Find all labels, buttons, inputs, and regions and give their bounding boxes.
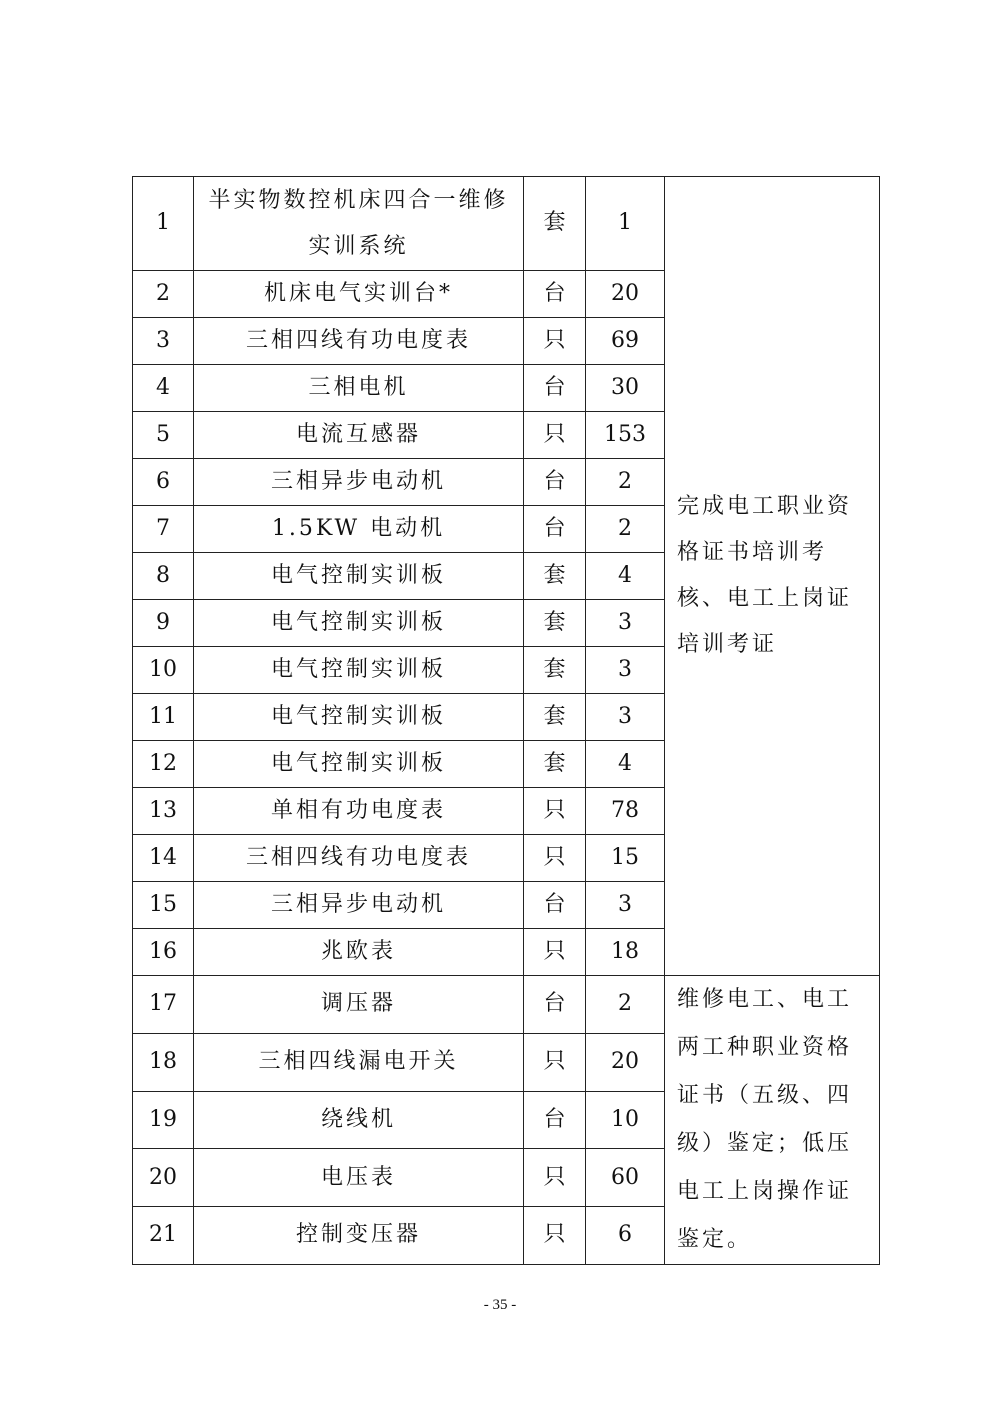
item-name: 1.5KW 电动机 <box>194 506 524 553</box>
item-quantity: 15 <box>586 835 665 882</box>
item-quantity: 3 <box>586 882 665 929</box>
row-number: 6 <box>133 459 194 506</box>
item-unit: 台 <box>524 1091 586 1149</box>
item-unit: 只 <box>524 835 586 882</box>
remark-text: 维修电工、电工两工种职业资格证书（五级、四级）鉴定；低压电工上岗操作证鉴定。 <box>677 987 853 1252</box>
item-quantity: 4 <box>586 741 665 788</box>
item-unit: 套 <box>524 647 586 694</box>
item-name: 兆欧表 <box>194 929 524 976</box>
item-unit: 台 <box>524 459 586 506</box>
item-name: 电流互感器 <box>194 412 524 459</box>
item-name: 三相异步电动机 <box>194 459 524 506</box>
item-unit: 只 <box>524 929 586 976</box>
item-quantity: 10 <box>586 1091 665 1149</box>
item-unit: 台 <box>524 365 586 412</box>
item-unit: 只 <box>524 1207 586 1265</box>
item-name: 电压表 <box>194 1149 524 1207</box>
item-name: 控制变压器 <box>194 1207 524 1265</box>
item-quantity: 18 <box>586 929 665 976</box>
remark-cell <box>665 177 880 976</box>
item-unit: 台 <box>524 506 586 553</box>
remark-text: 完成电工职业资格证书培训考核、电工上岗证培训考证 <box>677 494 853 657</box>
row-number: 13 <box>133 788 194 835</box>
row-number: 2 <box>133 271 194 318</box>
item-quantity: 2 <box>586 459 665 506</box>
item-unit: 台 <box>524 882 586 929</box>
item-name: 三相异步电动机 <box>194 882 524 929</box>
table-row <box>133 976 880 1034</box>
row-number: 1 <box>133 177 194 271</box>
row-number: 4 <box>133 365 194 412</box>
item-unit: 只 <box>524 1149 586 1207</box>
item-quantity: 20 <box>586 1033 665 1091</box>
item-unit: 只 <box>524 1033 586 1091</box>
item-name: 三相电机 <box>194 365 524 412</box>
row-number: 11 <box>133 694 194 741</box>
row-number: 12 <box>133 741 194 788</box>
item-name: 电气控制实训板 <box>194 553 524 600</box>
item-unit: 套 <box>524 741 586 788</box>
item-unit: 套 <box>524 553 586 600</box>
row-number: 5 <box>133 412 194 459</box>
row-number: 3 <box>133 318 194 365</box>
item-quantity: 20 <box>586 271 665 318</box>
item-name <box>194 177 524 271</box>
item-unit: 只 <box>524 788 586 835</box>
row-number: 21 <box>133 1207 194 1265</box>
equipment-table <box>132 176 880 1265</box>
item-quantity: 3 <box>586 647 665 694</box>
row-number: 9 <box>133 600 194 647</box>
item-name: 电气控制实训板 <box>194 600 524 647</box>
item-name: 三相四线有功电度表 <box>194 318 524 365</box>
row-number: 8 <box>133 553 194 600</box>
item-unit: 只 <box>524 412 586 459</box>
item-name: 绕线机 <box>194 1091 524 1149</box>
item-quantity: 60 <box>586 1149 665 1207</box>
item-quantity: 153 <box>586 412 665 459</box>
page-number: - 35 - <box>483 1297 517 1313</box>
row-number: 16 <box>133 929 194 976</box>
item-name: 电气控制实训板 <box>194 647 524 694</box>
item-name: 三相四线漏电开关 <box>194 1033 524 1091</box>
row-number: 10 <box>133 647 194 694</box>
row-number: 20 <box>133 1149 194 1207</box>
item-quantity: 1 <box>586 177 665 271</box>
row-number: 14 <box>133 835 194 882</box>
row-number: 15 <box>133 882 194 929</box>
row-number: 18 <box>133 1033 194 1091</box>
row-number: 19 <box>133 1091 194 1149</box>
remark-cell <box>665 976 880 1265</box>
row-number: 17 <box>133 976 194 1034</box>
item-unit: 台 <box>524 271 586 318</box>
item-quantity: 2 <box>586 976 665 1034</box>
item-unit: 套 <box>524 694 586 741</box>
item-quantity: 3 <box>586 600 665 647</box>
item-unit: 套 <box>524 177 586 271</box>
item-quantity: 4 <box>586 553 665 600</box>
item-name: 机床电气实训台* <box>194 271 524 318</box>
item-name: 单相有功电度表 <box>194 788 524 835</box>
item-name-text: 半实物数控机床四合一维修实训系统 <box>208 187 509 259</box>
item-name: 调压器 <box>194 976 524 1034</box>
item-quantity: 30 <box>586 365 665 412</box>
item-quantity: 6 <box>586 1207 665 1265</box>
item-quantity: 78 <box>586 788 665 835</box>
row-number: 7 <box>133 506 194 553</box>
item-quantity: 69 <box>586 318 665 365</box>
item-name: 电气控制实训板 <box>194 694 524 741</box>
item-unit: 台 <box>524 976 586 1034</box>
table-row <box>133 177 880 271</box>
item-name: 三相四线有功电度表 <box>194 835 524 882</box>
item-quantity: 2 <box>586 506 665 553</box>
item-name: 电气控制实训板 <box>194 741 524 788</box>
item-quantity: 3 <box>586 694 665 741</box>
item-unit: 只 <box>524 318 586 365</box>
item-unit: 套 <box>524 600 586 647</box>
